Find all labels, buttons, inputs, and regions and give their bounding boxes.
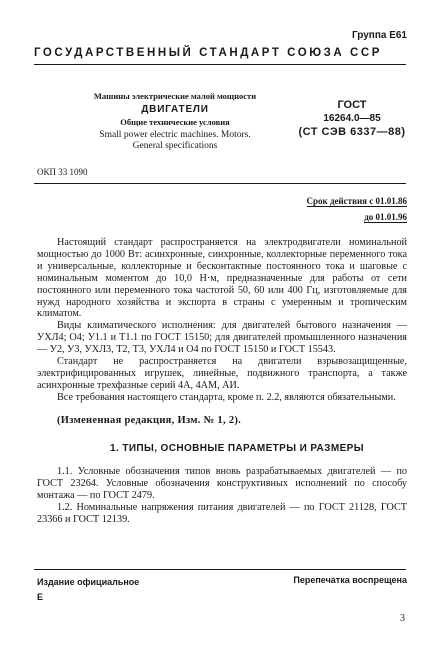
okp-code: ОКП 33 1090 bbox=[37, 167, 88, 177]
gost-block bbox=[292, 99, 412, 138]
paragraph-mandatory: Все требования настоящего стандарта, кроме п. 2.2, являются обязательными. bbox=[57, 391, 396, 403]
revision-note: (Измененная редакция, Изм. № 1, 2). bbox=[57, 415, 242, 426]
validity-dates bbox=[307, 195, 408, 224]
clause-1-2: 1.2. Номинальные напряжения питания двигателей — по ГОСТ 21128, ГОСТ 23366 и ГОСТ 12139. bbox=[37, 502, 407, 525]
body-text bbox=[37, 237, 407, 404]
validity-start: Срок действия с 01.01.86 bbox=[306, 196, 407, 206]
gost-number: 16264.0—85 bbox=[323, 113, 381, 124]
title-subtitle-top: Машины электрические малой мощности bbox=[93, 91, 257, 101]
clauses bbox=[37, 466, 407, 526]
english-title-line2: General specifications bbox=[132, 141, 218, 151]
paragraph-climate: Виды климатического исполнения: для двигателей бытового назначения — УХЛ4; О4; У1.1 и Т1.1 по ГОСТ 15150; для двигателей промышленного назначения — У2, У3, УХЛ3, Т2, Т3, УХЛ4 и О4 по ГОСТ 15150 и ГОСТ 15543. bbox=[37, 320, 407, 356]
official-edition: Издание официальное bbox=[37, 577, 140, 587]
title-block bbox=[70, 90, 280, 152]
footer-rule bbox=[34, 569, 406, 570]
footer-left bbox=[37, 575, 139, 605]
title-subtitle-bottom: Общие технические условия bbox=[120, 117, 230, 127]
reprint-prohibited: Перепечатка воспрещена bbox=[293, 575, 407, 585]
gost-label: ГОСТ bbox=[337, 99, 367, 111]
okp-rule bbox=[34, 183, 406, 184]
paragraph-exclusions: Стандарт не распространяется на двигатели взрывозащищенные, электрифицированных игрушек, линейные, подвижного транспорта, а также асинхронные трехфазные серий 4А, 4АМ, АИ. bbox=[37, 356, 407, 391]
edition-letter: Е bbox=[37, 592, 44, 602]
document-title: ДВИГАТЕЛИ bbox=[141, 104, 209, 115]
paragraph-scope: Настоящий стандарт распространяется на электродвигатели номинальной мощностью до 1000 Вт: асинхронные, синхронные, коллекторные переменного тока и универсальные, коллекторные и бесконтактные постоянного тока и шаговые с номинальным моментом до 10,0 Н·м, предназначенные для работы от сети постоянного или переменного тока частотой 50, 60 или 400 Гц, изготовляемые для нужд народного хозяйства и экспорта в страны с умеренным и тропическим климатом. bbox=[37, 237, 407, 320]
validity-end: до 01.01.96 bbox=[364, 212, 407, 222]
state-standard-heading: ГОСУДАРСТВЕННЫЙ СТАНДАРТ СОЮЗА ССР bbox=[34, 47, 382, 59]
section-title: 1. ТИПЫ, ОСНОВНЫЕ ПАРАМЕТРЫ И РАЗМЕРЫ bbox=[110, 443, 364, 454]
group-code: Группа Е61 bbox=[351, 30, 407, 41]
st-sev-number: (СТ СЭВ 6337—88) bbox=[298, 126, 406, 138]
english-title-line1: Small power electric machines. Motors. bbox=[99, 130, 251, 140]
header-rule bbox=[34, 64, 406, 65]
clause-1-1: 1.1. Условные обозначения типов вновь разрабатываемых двигателей — по ГОСТ 23264. Условные обозначения конструктивных исполнений по способу монтажа — по ГОСТ 2479. bbox=[37, 466, 407, 501]
page-number: 3 bbox=[400, 613, 405, 624]
